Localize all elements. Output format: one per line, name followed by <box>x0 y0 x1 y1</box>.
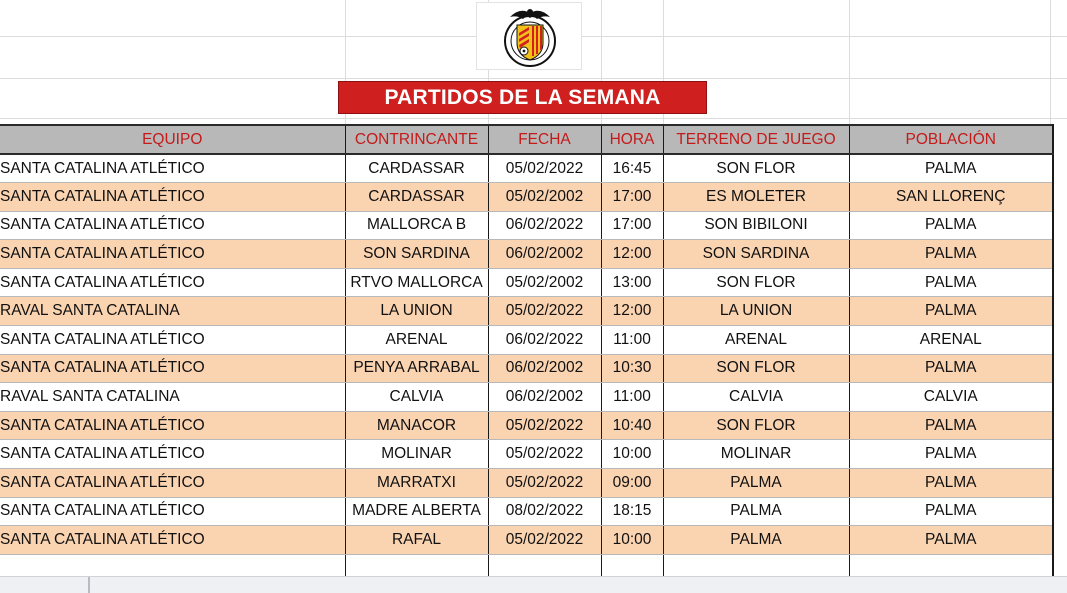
table-row <box>0 383 1053 412</box>
cell-date[interactable]: 06/02/2002 <box>488 240 601 269</box>
table-row <box>0 411 1053 440</box>
cell-date[interactable]: 05/02/2002 <box>488 268 601 297</box>
table-row <box>0 211 1053 240</box>
cell-time[interactable]: 12:00 <box>601 297 663 326</box>
cell-field[interactable]: SON FLOR <box>663 268 849 297</box>
cell-town[interactable]: SAN LLORENÇ <box>849 183 1053 212</box>
column-header-equipo[interactable]: EQUIPO <box>0 125 345 154</box>
cell-rival[interactable]: CARDASSAR <box>345 154 488 183</box>
cell-field[interactable]: SON SARDINA <box>663 240 849 269</box>
table-row <box>0 354 1053 383</box>
empty-cell[interactable] <box>0 554 345 576</box>
cell-town[interactable]: PALMA <box>849 526 1053 555</box>
crest-icon <box>477 3 583 71</box>
cell-team[interactable]: SANTA CATALINA ATLÉTICO <box>0 497 345 526</box>
cell-time[interactable]: 10:30 <box>601 354 663 383</box>
cell-field[interactable]: PALMA <box>663 526 849 555</box>
table-row <box>0 440 1053 469</box>
cell-field[interactable]: ES MOLETER <box>663 183 849 212</box>
table-row <box>0 497 1053 526</box>
cell-date[interactable]: 08/02/2022 <box>488 497 601 526</box>
cell-team[interactable]: SANTA CATALINA ATLÉTICO <box>0 526 345 555</box>
table-row <box>0 183 1053 212</box>
cell-time[interactable]: 18:15 <box>601 497 663 526</box>
column-header-contrincante[interactable]: CONTRINCANTE <box>345 125 488 154</box>
cell-rival[interactable]: PENYA ARRABAL <box>345 354 488 383</box>
empty-cell[interactable] <box>849 554 1053 576</box>
cell-field[interactable]: PALMA <box>663 469 849 498</box>
table-row <box>0 297 1053 326</box>
cell-team[interactable]: SANTA CATALINA ATLÉTICO <box>0 411 345 440</box>
column-header-poblacion[interactable]: POBLACIÓN <box>849 125 1053 154</box>
column-header-terreno[interactable]: TERRENO DE JUEGO <box>663 125 849 154</box>
cell-date[interactable]: 05/02/2002 <box>488 183 601 212</box>
table-row <box>0 154 1053 183</box>
cell-rival[interactable]: CALVIA <box>345 383 488 412</box>
cell-field[interactable]: LA UNION <box>663 297 849 326</box>
cell-field[interactable]: SON FLOR <box>663 411 849 440</box>
cell-time[interactable]: 09:00 <box>601 469 663 498</box>
cell-team[interactable]: SANTA CATALINA ATLÉTICO <box>0 469 345 498</box>
cell-rival[interactable]: LA UNION <box>345 297 488 326</box>
cell-rival[interactable]: MALLORCA B <box>345 211 488 240</box>
table-row <box>0 469 1053 498</box>
cell-town[interactable]: PALMA <box>849 411 1053 440</box>
cell-field[interactable]: CALVIA <box>663 383 849 412</box>
cell-rival[interactable]: RAFAL <box>345 526 488 555</box>
cell-town[interactable]: PALMA <box>849 297 1053 326</box>
cell-town[interactable]: PALMA <box>849 211 1053 240</box>
cell-rival[interactable]: MANACOR <box>345 411 488 440</box>
table-row <box>0 326 1053 355</box>
cell-town[interactable]: CALVIA <box>849 383 1053 412</box>
cell-date[interactable]: 05/02/2022 <box>488 411 601 440</box>
cell-field[interactable]: MOLINAR <box>663 440 849 469</box>
cell-date[interactable]: 06/02/2002 <box>488 383 601 412</box>
cell-team[interactable]: SANTA CATALINA ATLÉTICO <box>0 326 345 355</box>
cell-town[interactable]: PALMA <box>849 240 1053 269</box>
cell-time[interactable]: 10:00 <box>601 440 663 469</box>
sheet-tab-bar <box>0 576 1067 593</box>
cell-date[interactable]: 05/02/2022 <box>488 440 601 469</box>
table-row <box>0 526 1053 555</box>
cell-field[interactable]: PALMA <box>663 497 849 526</box>
matches-table <box>0 124 1054 576</box>
cell-town[interactable]: PALMA <box>849 469 1053 498</box>
cell-field[interactable]: SON BIBILONI <box>663 211 849 240</box>
column-header-hora[interactable]: HORA <box>601 125 663 154</box>
cell-field[interactable]: SON FLOR <box>663 154 849 183</box>
empty-cell[interactable] <box>663 554 849 576</box>
club-crest-logo <box>476 2 582 70</box>
cell-date[interactable]: 06/02/2002 <box>488 354 601 383</box>
cell-date[interactable]: 05/02/2022 <box>488 526 601 555</box>
cell-time[interactable]: 11:00 <box>601 326 663 355</box>
cell-town[interactable]: PALMA <box>849 154 1053 183</box>
cell-team[interactable]: RAVAL SANTA CATALINA <box>0 383 345 412</box>
cell-team[interactable]: SANTA CATALINA ATLÉTICO <box>0 240 345 269</box>
cell-field[interactable]: SON FLOR <box>663 354 849 383</box>
empty-row <box>0 554 1053 576</box>
cell-team[interactable]: SANTA CATALINA ATLÉTICO <box>0 183 345 212</box>
cell-rival[interactable]: SON SARDINA <box>345 240 488 269</box>
cell-date[interactable]: 06/02/2022 <box>488 326 601 355</box>
page-title: PARTIDOS DE LA SEMANA <box>338 81 707 114</box>
cell-time[interactable]: 13:00 <box>601 268 663 297</box>
cell-town[interactable]: PALMA <box>849 497 1053 526</box>
cell-team[interactable]: RAVAL SANTA CATALINA <box>0 297 345 326</box>
cell-team[interactable]: SANTA CATALINA ATLÉTICO <box>0 354 345 383</box>
cell-rival[interactable]: RTVO MALLORCA <box>345 268 488 297</box>
cell-town[interactable]: PALMA <box>849 268 1053 297</box>
cell-team[interactable]: SANTA CATALINA ATLÉTICO <box>0 268 345 297</box>
cell-town[interactable]: PALMA <box>849 354 1053 383</box>
cell-team[interactable]: SANTA CATALINA ATLÉTICO <box>0 154 345 183</box>
cell-time[interactable]: 17:00 <box>601 183 663 212</box>
cell-time[interactable]: 10:00 <box>601 526 663 555</box>
empty-cell[interactable] <box>345 554 488 576</box>
table-row <box>0 268 1053 297</box>
cell-time[interactable]: 16:45 <box>601 154 663 183</box>
cell-rival[interactable]: CARDASSAR <box>345 183 488 212</box>
cell-town[interactable]: ARENAL <box>849 326 1053 355</box>
empty-cell[interactable] <box>488 554 601 576</box>
header-row <box>0 125 1053 154</box>
empty-cell[interactable] <box>601 554 663 576</box>
cell-team[interactable]: SANTA CATALINA ATLÉTICO <box>0 440 345 469</box>
cell-rival[interactable]: ARENAL <box>345 326 488 355</box>
cell-date[interactable]: 05/02/2022 <box>488 469 601 498</box>
table-row <box>0 240 1053 269</box>
tab-bar-divider <box>88 577 90 593</box>
cell-date[interactable]: 05/02/2022 <box>488 297 601 326</box>
cell-field[interactable]: ARENAL <box>663 326 849 355</box>
column-header-fecha[interactable]: FECHA <box>488 125 601 154</box>
cell-date[interactable]: 05/02/2022 <box>488 154 601 183</box>
cell-rival[interactable]: MADRE ALBERTA <box>345 497 488 526</box>
cell-rival[interactable]: MOLINAR <box>345 440 488 469</box>
cell-date[interactable]: 06/02/2022 <box>488 211 601 240</box>
cell-time[interactable]: 10:40 <box>601 411 663 440</box>
cell-time[interactable]: 17:00 <box>601 211 663 240</box>
cell-time[interactable]: 12:00 <box>601 240 663 269</box>
cell-team[interactable]: SANTA CATALINA ATLÉTICO <box>0 211 345 240</box>
cell-rival[interactable]: MARRATXI <box>345 469 488 498</box>
cell-time[interactable]: 11:00 <box>601 383 663 412</box>
cell-town[interactable]: PALMA <box>849 440 1053 469</box>
